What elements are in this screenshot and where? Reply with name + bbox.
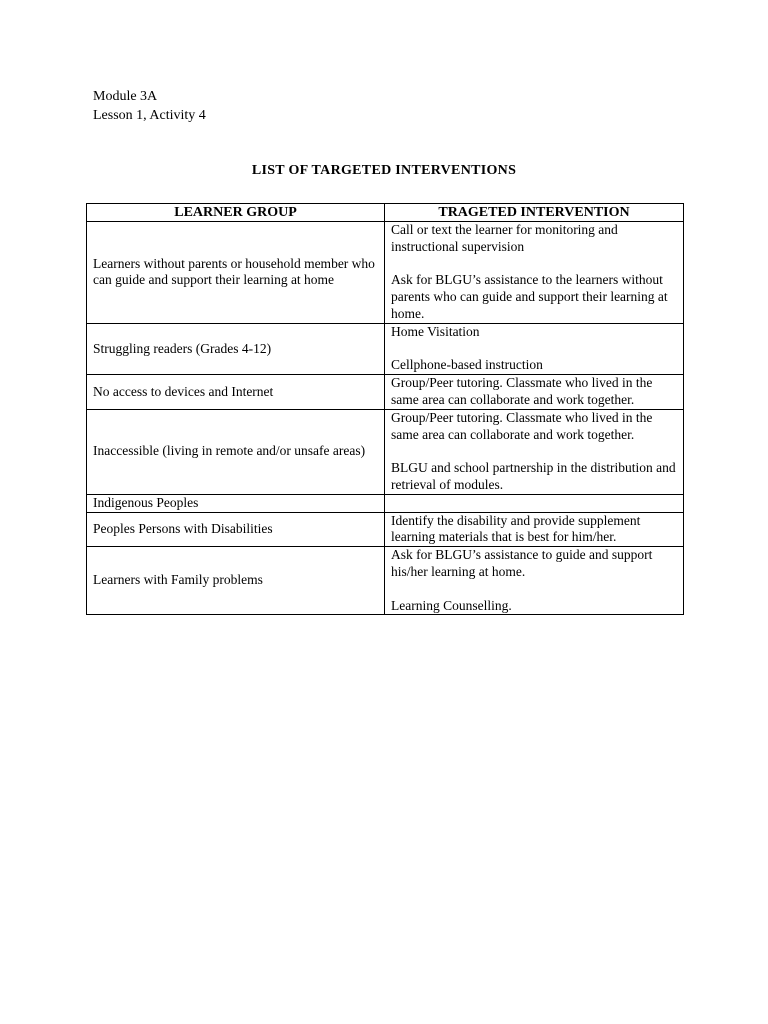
column-header-learner-group: LEARNER GROUP xyxy=(87,204,385,222)
intervention-text: Group/Peer tutoring. Classmate who lived in the same area can collaborate and work together. xyxy=(391,409,653,442)
learner-group-cell: No access to devices and Internet xyxy=(87,375,385,410)
module-label: Module 3A xyxy=(93,89,158,104)
learner-group-cell: Inaccessible (living in remote and/or unsafe areas) xyxy=(87,409,385,494)
learner-group-cell: Struggling readers (Grades 4-12) xyxy=(87,323,385,374)
interventions-table xyxy=(86,203,684,615)
intervention-text: Group/Peer tutoring. Classmate who lived in the same area can collaborate and work together. xyxy=(391,375,653,407)
column-header-targeted-intervention: TRAGETED INTERVENTION xyxy=(385,204,684,222)
table-row xyxy=(87,222,684,324)
learner-group-cell: Learners with Family problems xyxy=(87,547,385,615)
table-row xyxy=(87,547,684,615)
intervention-cell xyxy=(385,512,684,547)
intervention-text: Home Visitation xyxy=(391,323,480,339)
table-row xyxy=(87,323,684,374)
table-row xyxy=(87,375,684,410)
learner-group-cell: Indigenous Peoples xyxy=(87,494,385,512)
table-row xyxy=(87,512,684,547)
intervention-text: Call or text the learner for monitoring and instructional supervision xyxy=(391,222,618,254)
learner-group-cell: Peoples Persons with Disabilities xyxy=(87,512,385,547)
intervention-cell xyxy=(385,547,684,615)
intervention-cell xyxy=(385,375,684,410)
intervention-cell xyxy=(385,323,684,374)
intervention-cell xyxy=(385,409,684,494)
document-title: LIST OF TARGETED INTERVENTIONS xyxy=(251,163,517,178)
intervention-text: Learning Counselling. xyxy=(391,597,512,613)
intervention-cell xyxy=(385,494,684,512)
intervention-text: Cellphone-based instruction xyxy=(391,357,543,373)
intervention-cell xyxy=(385,222,684,324)
lesson-label: Lesson 1, Activity 4 xyxy=(93,108,206,123)
intervention-text: Ask for BLGU’s assistance to the learners without parents who can guide and support their learning at home. xyxy=(391,272,668,321)
intervention-text: BLGU and school partnership in the distribution and retrieval of modules. xyxy=(391,460,676,492)
document-header xyxy=(93,87,206,125)
intervention-text: Ask for BLGU’s assistance to guide and support his/her learning at home. xyxy=(391,547,653,579)
table-row xyxy=(87,494,684,512)
table-row xyxy=(87,409,684,494)
learner-group-cell: Learners without parents or household member who can guide and support their learning at home xyxy=(87,222,385,324)
table-header-row xyxy=(87,204,684,222)
intervention-text: Identify the disability and provide supplement learning materials that is best for him/her. xyxy=(391,512,641,545)
